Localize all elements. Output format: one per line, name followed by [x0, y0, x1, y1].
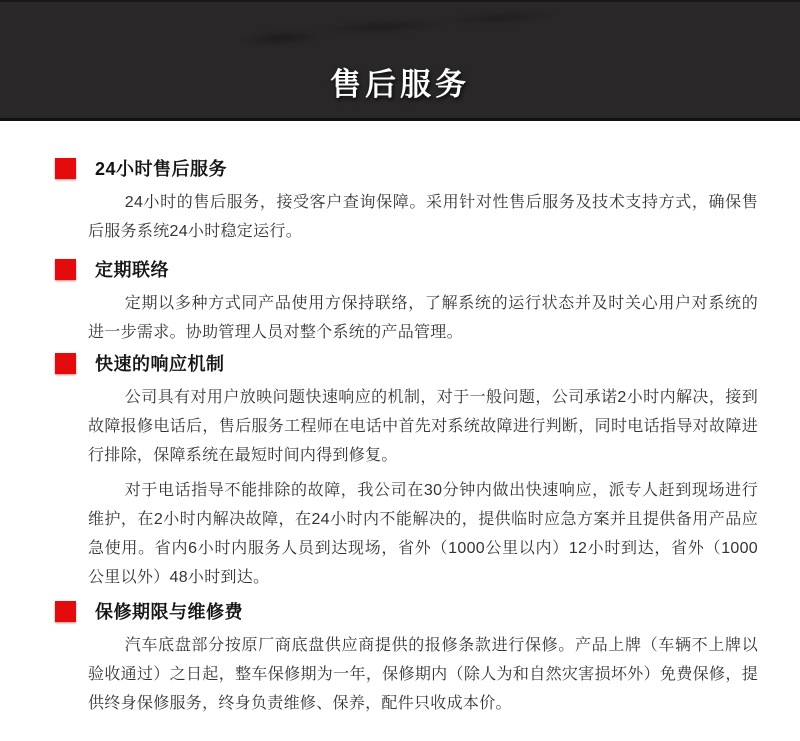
section-heading: 定期联络	[95, 260, 169, 280]
section-regular-contact	[0, 258, 800, 347]
section-24h-service	[0, 157, 800, 246]
content-area	[0, 157, 800, 718]
section-heading-row	[55, 157, 800, 179]
section-heading-row	[55, 258, 800, 280]
section-heading: 24小时售后服务	[95, 159, 228, 179]
section-heading-row	[55, 600, 800, 622]
header-banner	[0, 0, 800, 121]
section-heading: 快速的响应机制	[95, 354, 225, 374]
page-title: 售后服务	[330, 67, 470, 102]
paragraph: 24小时的售后服务，接受客户查询保障。采用针对性售后服务及技术支持方式，确保售后服务系统24小时稳定运行。	[88, 194, 758, 240]
paragraph: 定期以多种方式同产品使用方保持联络，了解系统的运行状态并及时关心用户对系统的进一步需求。协助管理人员对整个系统的产品管理。	[88, 295, 758, 341]
section-warranty	[0, 600, 800, 718]
section-heading: 保修期限与维修费	[95, 602, 243, 622]
paragraph: 汽车底盘部分按原厂商底盘供应商提供的报修条款进行保修。产品上牌（车辆不上牌以验收通过）之日起，整车保修期为一年，保修期内（除人为和自然灾害损坏外）免费保修，提供终身保修服务，终身负责维修、保养，配件只收成本价。	[88, 637, 758, 712]
red-square-bullet-icon	[55, 601, 76, 622]
red-square-bullet-icon	[55, 353, 76, 374]
section-heading-row	[55, 352, 800, 374]
red-square-bullet-icon	[55, 259, 76, 280]
section-body	[88, 289, 758, 347]
watermark	[229, 5, 570, 53]
section-body	[88, 188, 758, 246]
paragraph: 对于电话指导不能排除的故障，我公司在30分钟内做出快速响应，派专人赶到现场进行维护，在2小时内解决故障，在24小时内不能解决的，提供临时应急方案并且提供备用产品应急使用。省内6小时内服务人员到达现场，省外（1000公里以内）12小时到达，省外（1000公里以外）48小时到达。	[88, 482, 758, 586]
section-body	[88, 631, 758, 718]
red-square-bullet-icon	[55, 158, 76, 179]
section-body	[88, 383, 758, 592]
paragraph: 公司具有对用户放映问题快速响应的机制，对于一般问题，公司承诺2小时内解决，接到故障报修电话后，售后服务工程师在电话中首先对系统故障进行判断，同时电话指导对故障进行排除，保障系统在最短时间内得到修复。	[88, 389, 758, 464]
section-quick-response	[0, 352, 800, 592]
